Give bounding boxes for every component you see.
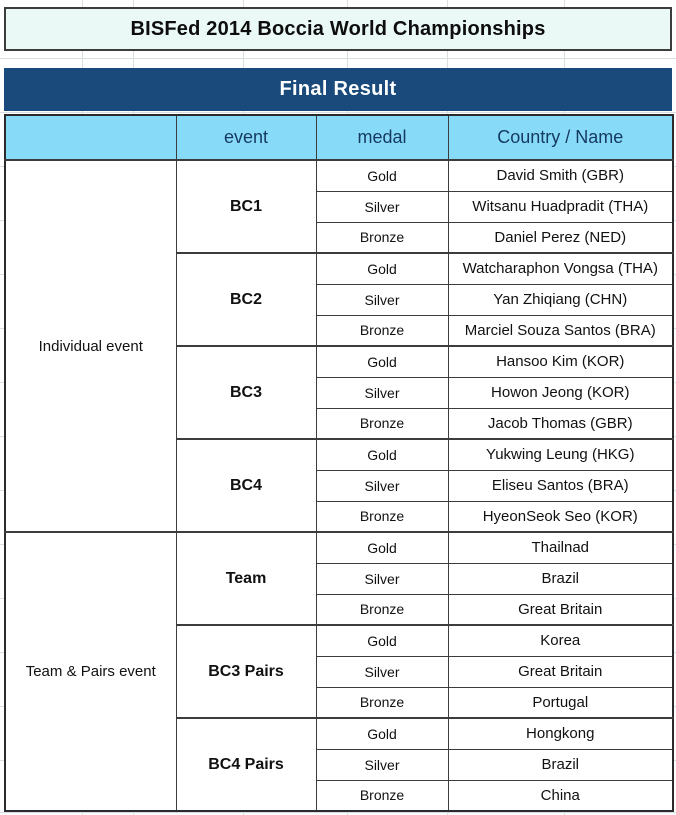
medal-cell: Bronze bbox=[316, 408, 448, 439]
medal-cell: Silver bbox=[316, 749, 448, 780]
name-cell: Great Britain bbox=[448, 656, 673, 687]
event-cell-bc3: BC3 bbox=[176, 346, 316, 439]
gridline bbox=[0, 58, 676, 59]
event-cell-bc4-pairs: BC4 Pairs bbox=[176, 718, 316, 811]
medal-cell: Gold bbox=[316, 532, 448, 563]
results-table bbox=[4, 114, 674, 812]
name-cell: Great Britain bbox=[448, 594, 673, 625]
section-cell-individual: Individual event bbox=[5, 160, 176, 532]
name-cell: Yan Zhiqiang (CHN) bbox=[448, 284, 673, 315]
event-cell-bc2: BC2 bbox=[176, 253, 316, 346]
event-cell-team: Team bbox=[176, 532, 316, 625]
header-country-name: Country / Name bbox=[448, 115, 673, 160]
header-row bbox=[5, 115, 673, 160]
medal-cell: Gold bbox=[316, 439, 448, 470]
table-row bbox=[5, 532, 673, 563]
name-cell: Brazil bbox=[448, 749, 673, 780]
name-cell: Eliseu Santos (BRA) bbox=[448, 470, 673, 501]
section-cell-team-pairs: Team & Pairs event bbox=[5, 532, 176, 811]
name-cell: HyeonSeok Seo (KOR) bbox=[448, 501, 673, 532]
medal-cell: Gold bbox=[316, 625, 448, 656]
medal-cell: Bronze bbox=[316, 780, 448, 811]
name-cell: Thailnad bbox=[448, 532, 673, 563]
name-cell: Hongkong bbox=[448, 718, 673, 749]
medal-cell: Bronze bbox=[316, 222, 448, 253]
name-cell: Brazil bbox=[448, 563, 673, 594]
name-cell: Howon Jeong (KOR) bbox=[448, 377, 673, 408]
name-cell: Hansoo Kim (KOR) bbox=[448, 346, 673, 377]
name-cell: David Smith (GBR) bbox=[448, 160, 673, 191]
event-cell-bc1: BC1 bbox=[176, 160, 316, 253]
name-cell: Daniel Perez (NED) bbox=[448, 222, 673, 253]
medal-cell: Silver bbox=[316, 656, 448, 687]
medal-cell: Gold bbox=[316, 253, 448, 284]
name-cell: Yukwing Leung (HKG) bbox=[448, 439, 673, 470]
name-cell: Watcharaphon Vongsa (THA) bbox=[448, 253, 673, 284]
gridline bbox=[0, 812, 676, 813]
medal-cell: Bronze bbox=[316, 501, 448, 532]
event-cell-bc3-pairs: BC3 Pairs bbox=[176, 625, 316, 718]
page-title: BISFed 2014 Boccia World Championships bbox=[4, 7, 672, 51]
gridline bbox=[0, 112, 676, 113]
name-cell: Jacob Thomas (GBR) bbox=[448, 408, 673, 439]
medal-cell: Silver bbox=[316, 377, 448, 408]
medal-cell: Gold bbox=[316, 718, 448, 749]
medal-cell: Gold bbox=[316, 160, 448, 191]
table-row bbox=[5, 160, 673, 191]
medal-cell: Bronze bbox=[316, 687, 448, 718]
header-medal: medal bbox=[316, 115, 448, 160]
name-cell: Portugal bbox=[448, 687, 673, 718]
name-cell: Witsanu Huadpradit (THA) bbox=[448, 191, 673, 222]
name-cell: Korea bbox=[448, 625, 673, 656]
event-cell-bc4: BC4 bbox=[176, 439, 316, 532]
medal-cell: Silver bbox=[316, 284, 448, 315]
medal-cell: Bronze bbox=[316, 315, 448, 346]
medal-cell: Gold bbox=[316, 346, 448, 377]
header-blank bbox=[5, 115, 176, 160]
medal-cell: Silver bbox=[316, 191, 448, 222]
name-cell: China bbox=[448, 780, 673, 811]
medal-cell: Bronze bbox=[316, 594, 448, 625]
medal-cell: Silver bbox=[316, 563, 448, 594]
name-cell: Marciel Souza Santos (BRA) bbox=[448, 315, 673, 346]
medal-cell: Silver bbox=[316, 470, 448, 501]
final-result-banner: Final Result bbox=[4, 68, 672, 111]
header-event: event bbox=[176, 115, 316, 160]
